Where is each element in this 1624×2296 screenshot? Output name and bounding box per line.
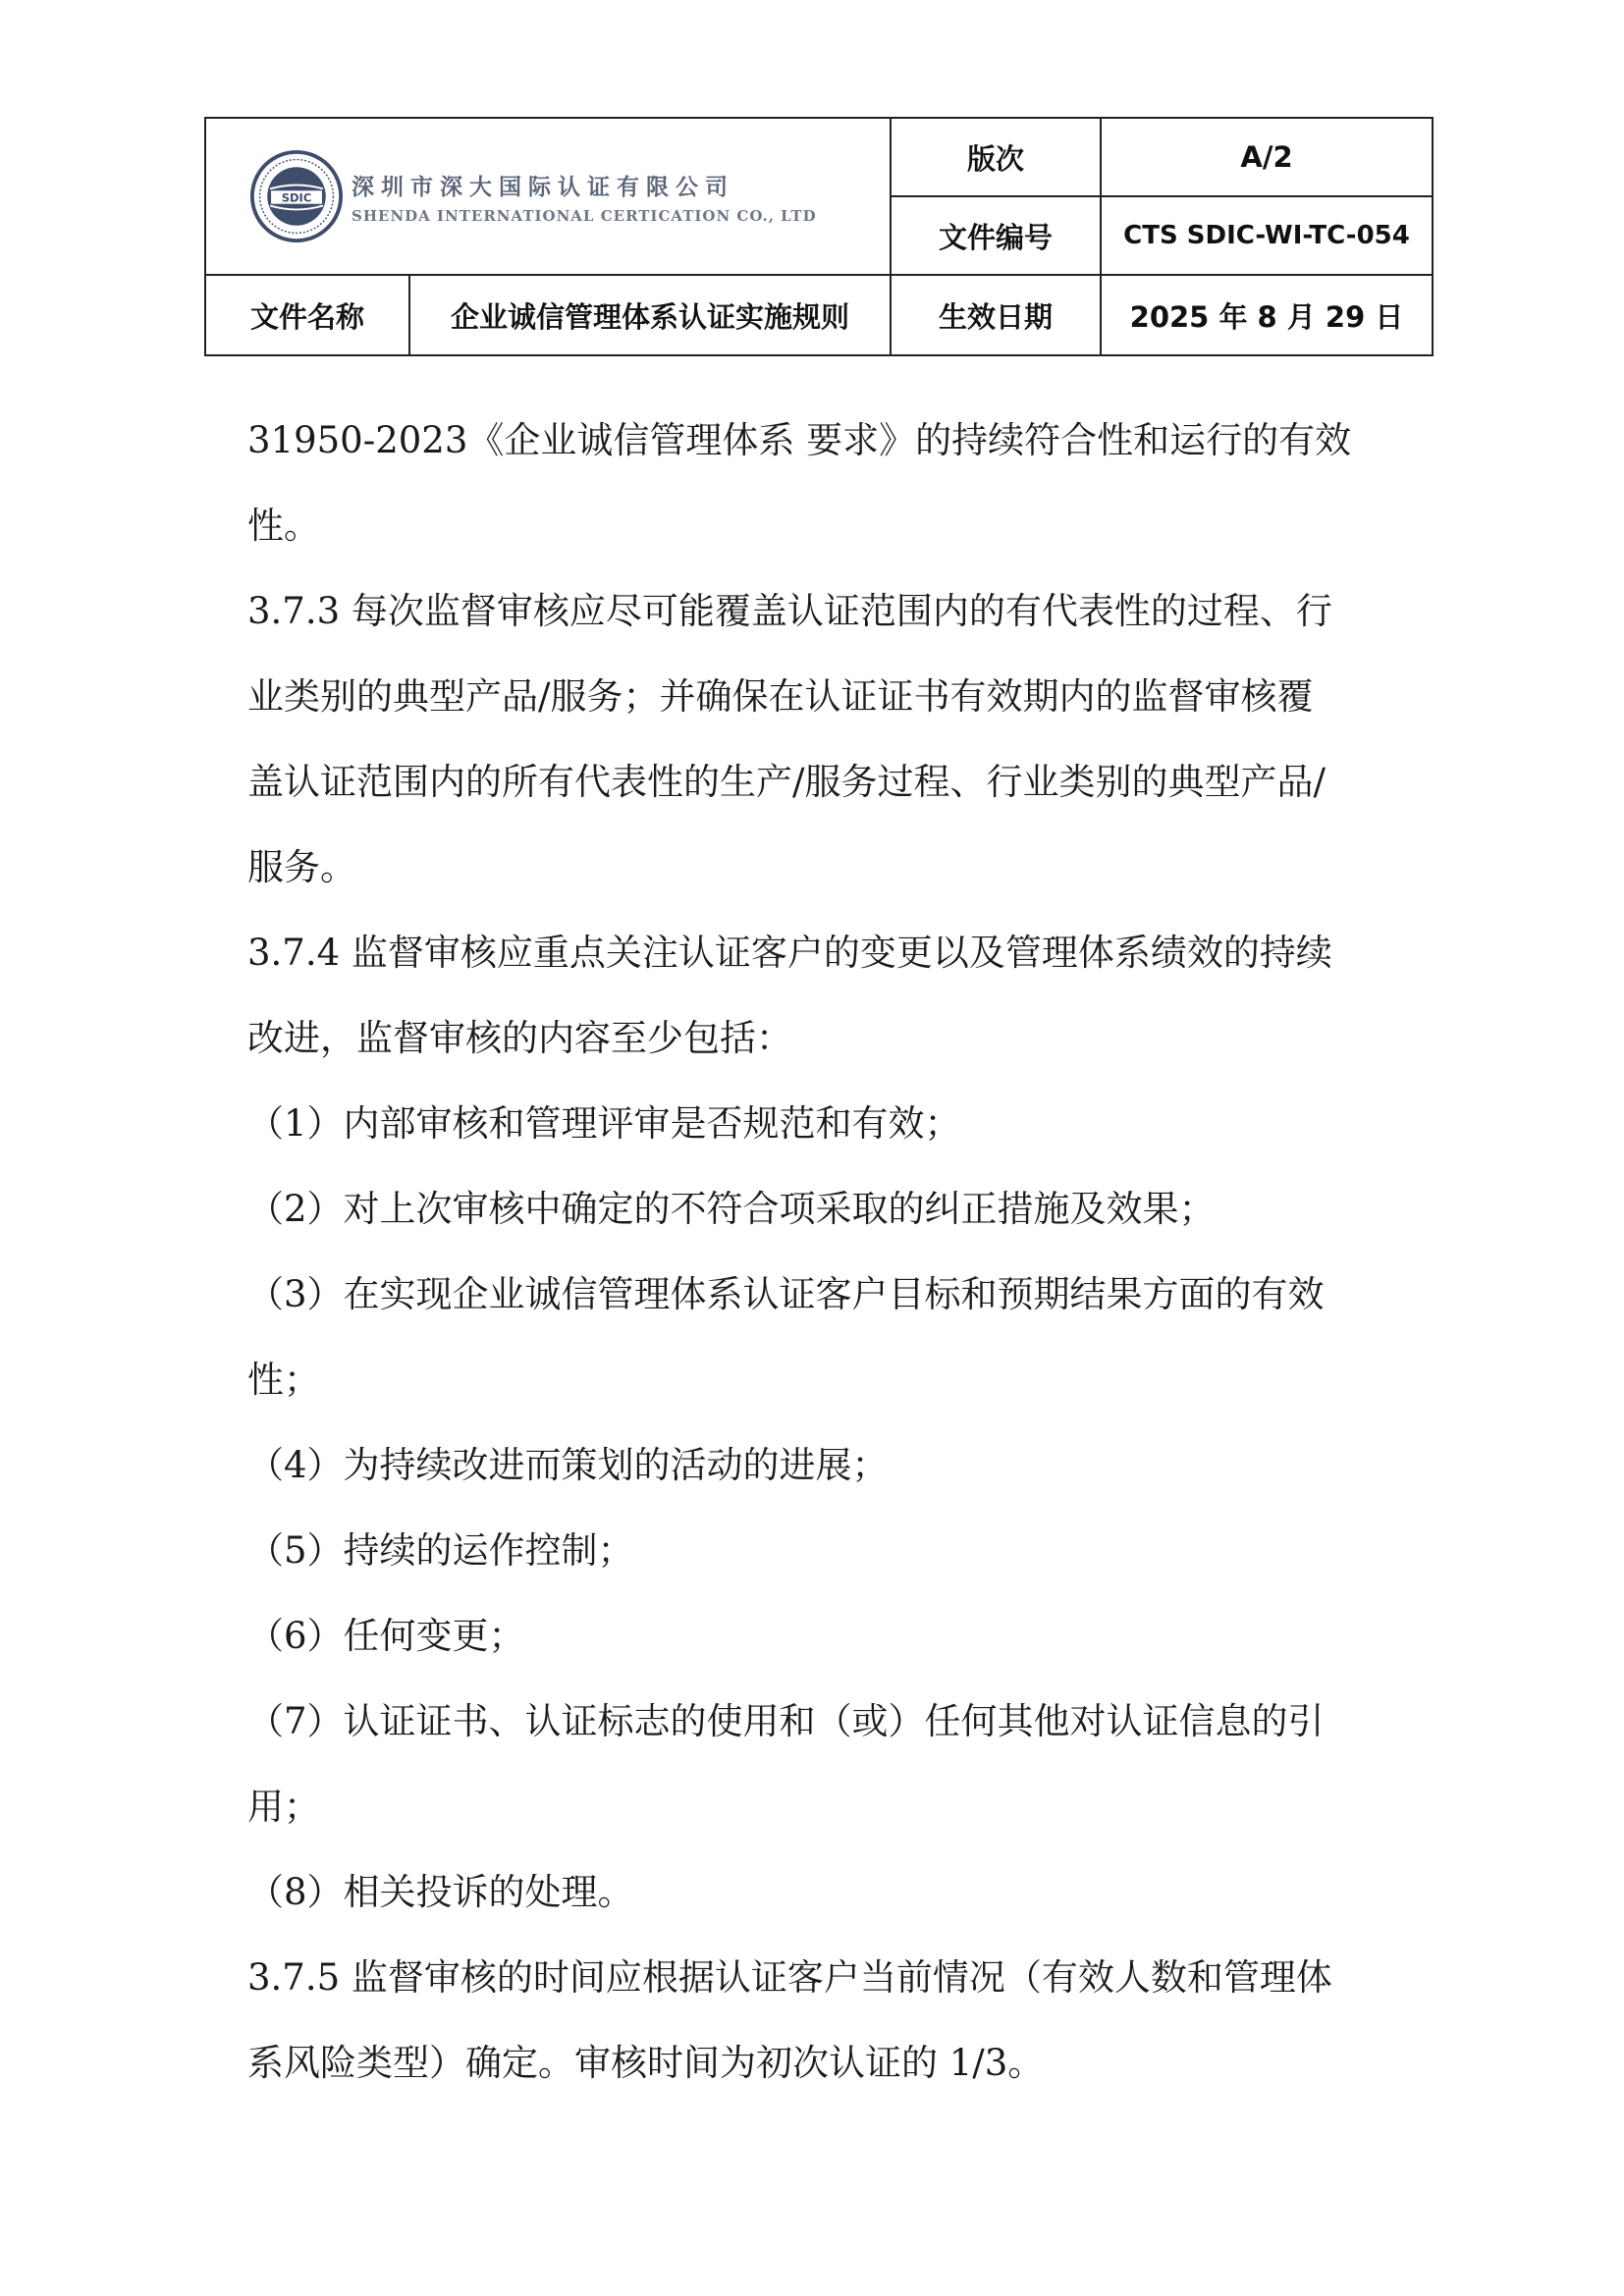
- company-name-cn: 深圳市深大国际认证有限公司: [352, 174, 734, 200]
- body-line: （3）在实现企业诚信管理体系认证客户目标和预期结果方面的有效: [247, 1273, 1325, 1315]
- company-logo-cell: [205, 118, 891, 275]
- doc-name-value: 企业诚信管理体系认证实施规则: [409, 275, 891, 355]
- version-label: 版次: [891, 118, 1101, 196]
- body-line: 业类别的典型产品/服务；并确保在认证证书有效期内的监督审核覆: [247, 675, 1314, 718]
- seal-text: SDIC: [281, 190, 312, 205]
- body-line: （8）相关投诉的处理。: [247, 1871, 634, 1913]
- doc-name-label: 文件名称: [205, 275, 409, 355]
- effective-date-value: 2025 年 8 月 29 日: [1101, 275, 1433, 355]
- body-line: （7）认证证书、认证标志的使用和（或）任何其他对认证信息的引: [247, 1700, 1325, 1742]
- body-line: 3.7.3 每次监督审核应尽可能覆盖认证范围内的有代表性的过程、行: [247, 590, 1332, 632]
- document-body: [247, 398, 1386, 2106]
- company-seal-icon: [249, 149, 344, 243]
- body-line: 3.7.4 监督审核应重点关注认证客户的变更以及管理体系绩效的持续: [247, 932, 1332, 974]
- body-line: 性；: [247, 1359, 320, 1401]
- body-line: 用；: [247, 1786, 320, 1828]
- version-value: A/2: [1101, 118, 1433, 196]
- doc-number-value: CTS SDIC-WI-TC-054: [1101, 196, 1433, 275]
- company-name-en: SHENDA INTERNATIONAL CERTICATION CO., LTD: [352, 206, 817, 225]
- body-line: 3.7.5 监督审核的时间应根据认证客户当前情况（有效人数和管理体: [247, 1956, 1332, 1999]
- body-line: （1）内部审核和管理评审是否规范和有效；: [247, 1102, 961, 1145]
- body-line: 盖认证范围内的所有代表性的生产/服务过程、行业类别的典型产品/: [247, 761, 1326, 803]
- body-line: 改进，监督审核的内容至少包括：: [247, 1017, 792, 1059]
- document-header-table: [204, 117, 1434, 356]
- effective-date-label: 生效日期: [891, 275, 1101, 355]
- body-line: （5）持续的运作控制；: [247, 1529, 634, 1572]
- body-line: 系风险类型）确定。审核时间为初次认证的 1/3。: [247, 2042, 1045, 2084]
- body-line: 性。: [247, 505, 320, 547]
- body-line: 31950-2023《企业诚信管理体系 要求》的持续符合性和运行的有效: [247, 419, 1352, 461]
- body-line: （4）为持续改进而策划的活动的进展；: [247, 1444, 889, 1486]
- body-line: （2）对上次审核中确定的不符合项采取的纠正措施及效果；: [247, 1188, 1216, 1230]
- body-line: （6）任何变更；: [247, 1615, 525, 1657]
- body-line: 服务。: [247, 846, 356, 888]
- doc-number-label: 文件编号: [891, 196, 1101, 275]
